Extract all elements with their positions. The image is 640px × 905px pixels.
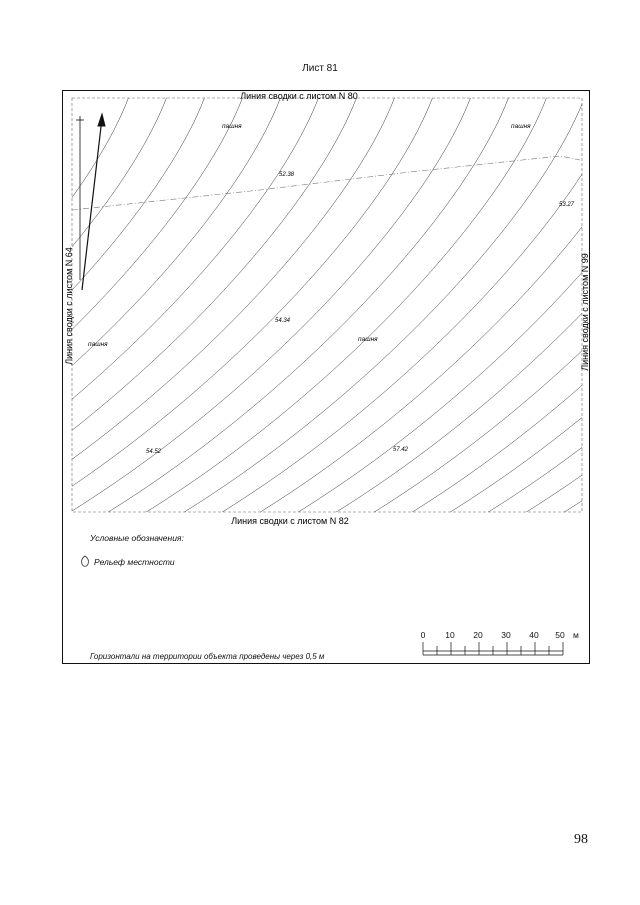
scale-tick-label: 40 [529, 630, 539, 640]
contour-line [0, 88, 246, 522]
contour-line [92, 88, 512, 522]
scale-tick-label: 0 [420, 630, 426, 640]
land-use-label: пашня [88, 341, 108, 348]
elevation-label: 54.34 [275, 318, 291, 324]
elevation-label: 54.52 [146, 449, 162, 455]
contour-line [130, 88, 550, 522]
contour-line [0, 88, 360, 522]
land-use-label: пашня [511, 123, 531, 130]
contour-line [434, 88, 640, 522]
contour-line [0, 88, 398, 522]
elevation-label: 53.27 [559, 202, 575, 208]
elevation-label: 57.42 [393, 447, 409, 453]
contour-line [54, 88, 474, 522]
contour-line [0, 88, 208, 522]
contour-line [548, 88, 640, 522]
legend-item-relief [80, 555, 175, 568]
legend-item-label: Рельеф местности [94, 556, 175, 567]
contour-line [510, 88, 640, 522]
contour-line [16, 88, 436, 522]
bottom-summary-line-label: Линия сводки с листом N 82 [231, 516, 349, 526]
right-summary-line-label: Линия сводки с листом N 99 [580, 253, 590, 371]
scale-tick-label: 10 [445, 630, 455, 640]
land-use-label: пашня [222, 123, 242, 130]
left-summary-line-label: Линия сводки с листом N 64 [64, 247, 74, 365]
contour-line [472, 88, 640, 522]
contour-line [624, 88, 640, 522]
page-number: 98 [574, 832, 588, 847]
contour-line [0, 88, 322, 522]
scale-bar [421, 630, 579, 655]
contour-line [0, 88, 284, 522]
legend-title: Условные обозначения: [90, 533, 184, 543]
contour-interval-note: Горизонтали на территории объекта проведены через 0,5 м [90, 652, 325, 661]
sheet-title: Лист 81 [302, 63, 338, 74]
contour-line [586, 88, 640, 522]
scale-tick-label: 20 [473, 630, 483, 640]
contour-line [320, 88, 640, 522]
top-summary-line-label: Линия сводки с листом N 80 [240, 91, 358, 101]
elevation-label: 52.38 [279, 172, 295, 178]
contour-line [168, 88, 588, 522]
scale-tick-label: 30 [501, 630, 511, 640]
scale-tick-label: 50 [555, 630, 565, 640]
contour-lines [0, 88, 640, 522]
contour-line [206, 88, 626, 522]
contour-line [0, 88, 170, 522]
north-arrow-icon [76, 114, 105, 290]
road-line [72, 156, 580, 210]
land-use-label: пашня [358, 336, 378, 343]
contour-line [396, 88, 640, 522]
relief-icon [80, 555, 90, 568]
scale-unit: м [573, 630, 579, 640]
